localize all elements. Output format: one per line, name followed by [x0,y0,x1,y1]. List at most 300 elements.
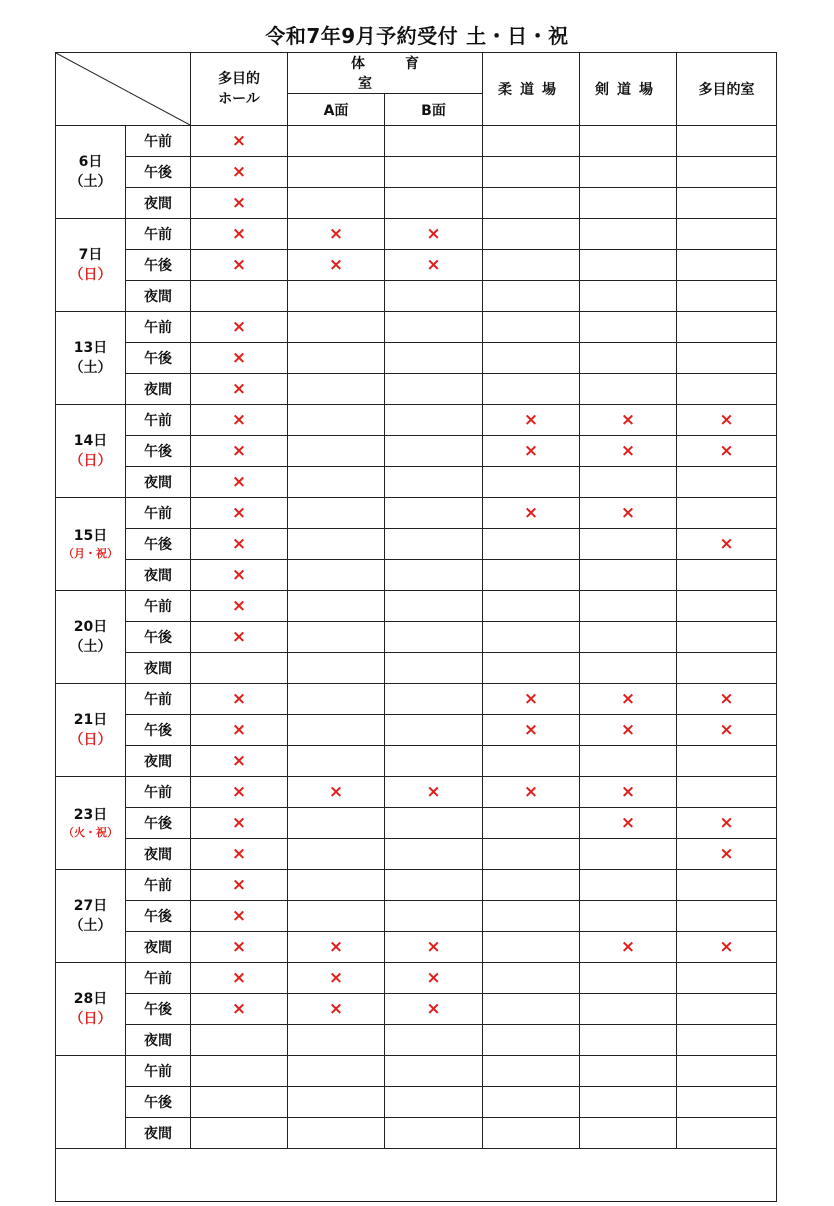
table-row [56,715,777,746]
booked-mark-icon: × [231,689,247,709]
availability-cell [580,374,677,405]
period-cell: 午前 [126,684,191,715]
availability-cell [191,808,288,839]
availability-cell [385,653,483,684]
availability-cell [288,808,385,839]
availability-cell [385,343,483,374]
weekday-label: （日） [69,267,112,283]
availability-cell [385,932,483,963]
availability-cell [580,746,677,777]
table-row [56,498,777,529]
availability-cell [677,684,777,715]
availability-cell [288,405,385,436]
availability-cell [191,467,288,498]
booked-mark-icon: × [231,193,247,213]
availability-cell [191,746,288,777]
availability-cell [385,250,483,281]
availability-cell [385,126,483,157]
booked-mark-icon: × [426,255,441,275]
header-kendo-label: 剣道場 [595,82,661,98]
availability-cell [580,250,677,281]
availability-cell [677,746,777,777]
availability-cell [580,157,677,188]
availability-cell [191,591,288,622]
availability-cell [385,715,483,746]
availability-cell [191,436,288,467]
table-header [56,53,777,126]
header-kendo [580,53,677,126]
table-row [56,932,777,963]
availability-cell [191,653,288,684]
table-row [56,312,777,343]
availability-cell [483,126,580,157]
period-cell: 夜間 [126,467,191,498]
booked-mark-icon: × [231,596,247,616]
availability-cell [677,1025,777,1056]
availability-cell [483,808,580,839]
availability-cell [580,777,677,808]
period-cell: 午前 [126,963,191,994]
availability-cell [385,560,483,591]
weekday-label: （火・祝） [63,826,118,839]
date-cell [56,1056,126,1149]
availability-cell [483,1056,580,1087]
availability-cell [483,281,580,312]
table-row [56,994,777,1025]
booked-mark-icon: × [620,689,636,709]
booked-mark-icon: × [719,689,734,709]
availability-cell [288,312,385,343]
period-cell: 夜間 [126,746,191,777]
period-cell: 夜間 [126,1118,191,1149]
booked-mark-icon: × [231,348,247,368]
table-row [56,684,777,715]
booked-mark-icon: × [231,224,247,244]
availability-cell [191,157,288,188]
availability-cell [483,250,580,281]
table-row [56,1025,777,1056]
booked-mark-icon: × [620,782,636,802]
availability-cell [288,374,385,405]
date-cell [56,126,126,219]
availability-cell [677,1087,777,1118]
booked-mark-icon: × [523,503,539,523]
availability-cell [288,994,385,1025]
availability-cell [191,963,288,994]
booked-mark-icon: × [426,782,441,802]
booked-mark-icon: × [719,720,734,740]
availability-cell [385,622,483,653]
booked-mark-icon: × [620,813,636,833]
availability-cell [191,684,288,715]
availability-cell [191,994,288,1025]
availability-cell [191,219,288,250]
availability-cell [191,1087,288,1118]
availability-cell [385,1087,483,1118]
period-cell: 午前 [126,498,191,529]
availability-cell [580,343,677,374]
weekday-label: （土） [69,174,112,190]
date-cell [56,498,126,591]
availability-cell [385,219,483,250]
availability-cell [580,1118,677,1149]
availability-cell [483,715,580,746]
availability-cell [580,219,677,250]
footer-note [56,1149,777,1202]
availability-cell [483,622,580,653]
availability-cell [677,994,777,1025]
availability-cell [288,932,385,963]
title-weekdays: 土・日・祝 [466,24,569,48]
availability-cell [580,498,677,529]
period-cell: 午前 [126,405,191,436]
availability-cell [191,529,288,560]
availability-cell [191,870,288,901]
availability-cell [385,312,483,343]
booked-mark-icon: × [231,720,247,740]
period-cell: 午後 [126,715,191,746]
availability-cell [483,1087,580,1118]
availability-cell [191,1118,288,1149]
availability-cell [677,374,777,405]
booked-mark-icon: × [231,255,247,275]
date-label: 21日 [73,712,108,728]
booked-mark-icon: × [231,751,247,771]
availability-cell [677,932,777,963]
period-cell: 午後 [126,1087,191,1118]
period-cell: 夜間 [126,188,191,219]
table-row [56,405,777,436]
booked-mark-icon: × [231,968,247,988]
date-label: 23日 [73,807,108,823]
booked-mark-icon: × [231,906,247,926]
period-cell: 午後 [126,808,191,839]
availability-cell [385,1025,483,1056]
availability-cell [677,250,777,281]
availability-cell [483,529,580,560]
table-row [56,343,777,374]
availability-cell [580,839,677,870]
booked-mark-icon: × [328,968,344,988]
table-row [56,374,777,405]
date-label: 20日 [73,619,108,635]
availability-cell [580,529,677,560]
period-cell: 午前 [126,312,191,343]
booked-mark-icon: × [523,441,539,461]
availability-cell [677,157,777,188]
availability-cell [677,963,777,994]
availability-cell [288,839,385,870]
table-row [56,250,777,281]
availability-cell [288,498,385,529]
availability-cell [677,808,777,839]
period-cell: 夜間 [126,932,191,963]
availability-cell [580,715,677,746]
availability-cell [483,374,580,405]
availability-cell [191,374,288,405]
booked-mark-icon: × [426,968,441,988]
availability-cell [483,684,580,715]
table-row [56,1087,777,1118]
availability-cell [191,560,288,591]
date-cell [56,405,126,498]
availability-cell [288,1118,385,1149]
availability-cell [677,870,777,901]
availability-cell [191,498,288,529]
availability-cell [385,281,483,312]
booked-mark-icon: × [231,813,247,833]
availability-cell [191,126,288,157]
availability-cell [677,126,777,157]
booked-mark-icon: × [328,937,344,957]
availability-cell [677,653,777,684]
availability-cell [385,1118,483,1149]
availability-cell [288,188,385,219]
table-row [56,281,777,312]
date-cell [56,684,126,777]
table-row [56,591,777,622]
booked-mark-icon: × [620,937,636,957]
header-gym-a: A面 [288,94,385,126]
table-row [56,1118,777,1149]
period-cell: 夜間 [126,560,191,591]
availability-cell [385,963,483,994]
availability-cell [288,777,385,808]
availability-cell [288,560,385,591]
availability-cell [580,808,677,839]
booked-mark-icon: × [523,720,539,740]
availability-cell [288,963,385,994]
table-row [56,436,777,467]
availability-cell [483,777,580,808]
availability-cell [288,157,385,188]
booked-mark-icon: × [231,131,247,151]
availability-cell [288,653,385,684]
table-row [56,808,777,839]
booked-mark-icon: × [231,627,247,647]
availability-cell [191,405,288,436]
header-corner-diagonal [56,53,191,126]
availability-cell [483,963,580,994]
availability-cell [288,901,385,932]
availability-cell [580,622,677,653]
availability-cell [191,343,288,374]
table-row [56,653,777,684]
availability-cell [580,932,677,963]
availability-cell [288,529,385,560]
availability-cell [191,1056,288,1087]
availability-cell [483,560,580,591]
date-cell [56,777,126,870]
availability-cell [580,560,677,591]
booked-mark-icon: × [231,379,247,399]
availability-cell [483,932,580,963]
weekday-label: （土） [69,918,112,934]
availability-cell [288,436,385,467]
booked-mark-icon: × [620,410,636,430]
availability-cell [677,281,777,312]
availability-cell [483,591,580,622]
availability-cell [385,1056,483,1087]
booked-mark-icon: × [231,534,247,554]
period-cell: 夜間 [126,1025,191,1056]
weekday-label: （日） [69,1011,112,1027]
period-cell: 夜間 [126,374,191,405]
availability-cell [385,157,483,188]
availability-cell [191,932,288,963]
availability-cell [191,901,288,932]
header-judo [483,53,580,126]
availability-cell [288,715,385,746]
date-cell [56,591,126,684]
availability-cell [191,715,288,746]
availability-cell [288,1025,385,1056]
availability-cell [385,746,483,777]
availability-cell [483,436,580,467]
availability-cell [288,622,385,653]
header-gym-b: B面 [385,94,483,126]
availability-cell [677,312,777,343]
availability-cell [483,1118,580,1149]
period-cell: 夜間 [126,839,191,870]
availability-cell [385,529,483,560]
availability-cell [288,746,385,777]
availability-cell [385,901,483,932]
title-text: 令和7年9月予約受付 [265,24,459,48]
date-label: 15日 [73,528,108,544]
availability-cell [288,219,385,250]
booked-mark-icon: × [328,782,344,802]
availability-cell [385,188,483,219]
booked-mark-icon: × [231,317,247,337]
period-cell: 午後 [126,994,191,1025]
table-row [56,188,777,219]
booked-mark-icon: × [719,937,734,957]
period-cell: 午前 [126,591,191,622]
weekday-label: （日） [69,732,112,748]
availability-cell [580,1087,677,1118]
booked-mark-icon: × [231,844,247,864]
booked-mark-icon: × [620,441,636,461]
availability-cell [677,901,777,932]
availability-cell [580,591,677,622]
header-hall: 多目的 ホール [191,53,288,126]
availability-cell [385,994,483,1025]
availability-cell [191,188,288,219]
date-label: 7日 [78,247,103,263]
availability-cell [191,312,288,343]
weekday-label: （月・祝） [63,547,118,560]
booked-mark-icon: × [620,720,636,740]
table-row [56,777,777,808]
booked-mark-icon: × [231,782,247,802]
date-label: 13日 [73,340,108,356]
booked-mark-icon: × [523,410,539,430]
availability-cell [191,839,288,870]
weekday-label: （日） [69,453,112,469]
availability-cell [580,405,677,436]
availability-cell [385,808,483,839]
booked-mark-icon: × [719,410,734,430]
period-cell: 午後 [126,529,191,560]
availability-cell [483,405,580,436]
date-cell [56,870,126,963]
table-row [56,126,777,157]
table-row [56,622,777,653]
availability-cell [288,343,385,374]
availability-cell [385,467,483,498]
availability-cell [483,839,580,870]
availability-cell [483,498,580,529]
availability-cell [288,1087,385,1118]
header-gym [288,53,483,94]
booked-mark-icon: × [231,441,247,461]
availability-cell [483,312,580,343]
availability-cell [580,870,677,901]
table-row [56,560,777,591]
availability-cell [288,591,385,622]
booked-mark-icon: × [719,441,734,461]
availability-cell [580,126,677,157]
reservation-table [55,52,777,1202]
availability-cell [677,1056,777,1087]
table-row [56,529,777,560]
booked-mark-icon: × [719,813,734,833]
booked-mark-icon: × [523,689,539,709]
booked-mark-icon: × [231,565,247,585]
availability-cell [580,1025,677,1056]
date-cell [56,219,126,312]
booked-mark-icon: × [620,503,636,523]
availability-cell [677,1118,777,1149]
period-cell: 午後 [126,343,191,374]
period-cell: 夜間 [126,653,191,684]
period-cell: 午前 [126,126,191,157]
availability-cell [385,498,483,529]
booked-mark-icon: × [719,534,734,554]
availability-cell [677,715,777,746]
availability-cell [385,374,483,405]
weekday-label: （土） [69,639,112,655]
availability-cell [580,1056,677,1087]
booked-mark-icon: × [231,410,247,430]
availability-cell [677,839,777,870]
period-cell: 午後 [126,250,191,281]
header-multi-room: 多目的室 [677,53,777,126]
table-row [56,901,777,932]
period-cell: 午前 [126,1056,191,1087]
booked-mark-icon: × [231,875,247,895]
availability-cell [677,560,777,591]
weekday-label: （土） [69,360,112,376]
availability-cell [677,405,777,436]
date-cell [56,312,126,405]
date-label: 6日 [78,154,103,170]
availability-cell [483,653,580,684]
period-cell: 午後 [126,901,191,932]
availability-cell [580,684,677,715]
period-cell: 午後 [126,436,191,467]
availability-cell [191,777,288,808]
availability-cell [580,963,677,994]
table-body [56,126,777,1149]
period-cell: 午前 [126,219,191,250]
booked-mark-icon: × [231,999,247,1019]
booked-mark-icon: × [426,937,441,957]
booked-mark-icon: × [231,472,247,492]
booked-mark-icon: × [426,999,441,1019]
availability-cell [677,467,777,498]
